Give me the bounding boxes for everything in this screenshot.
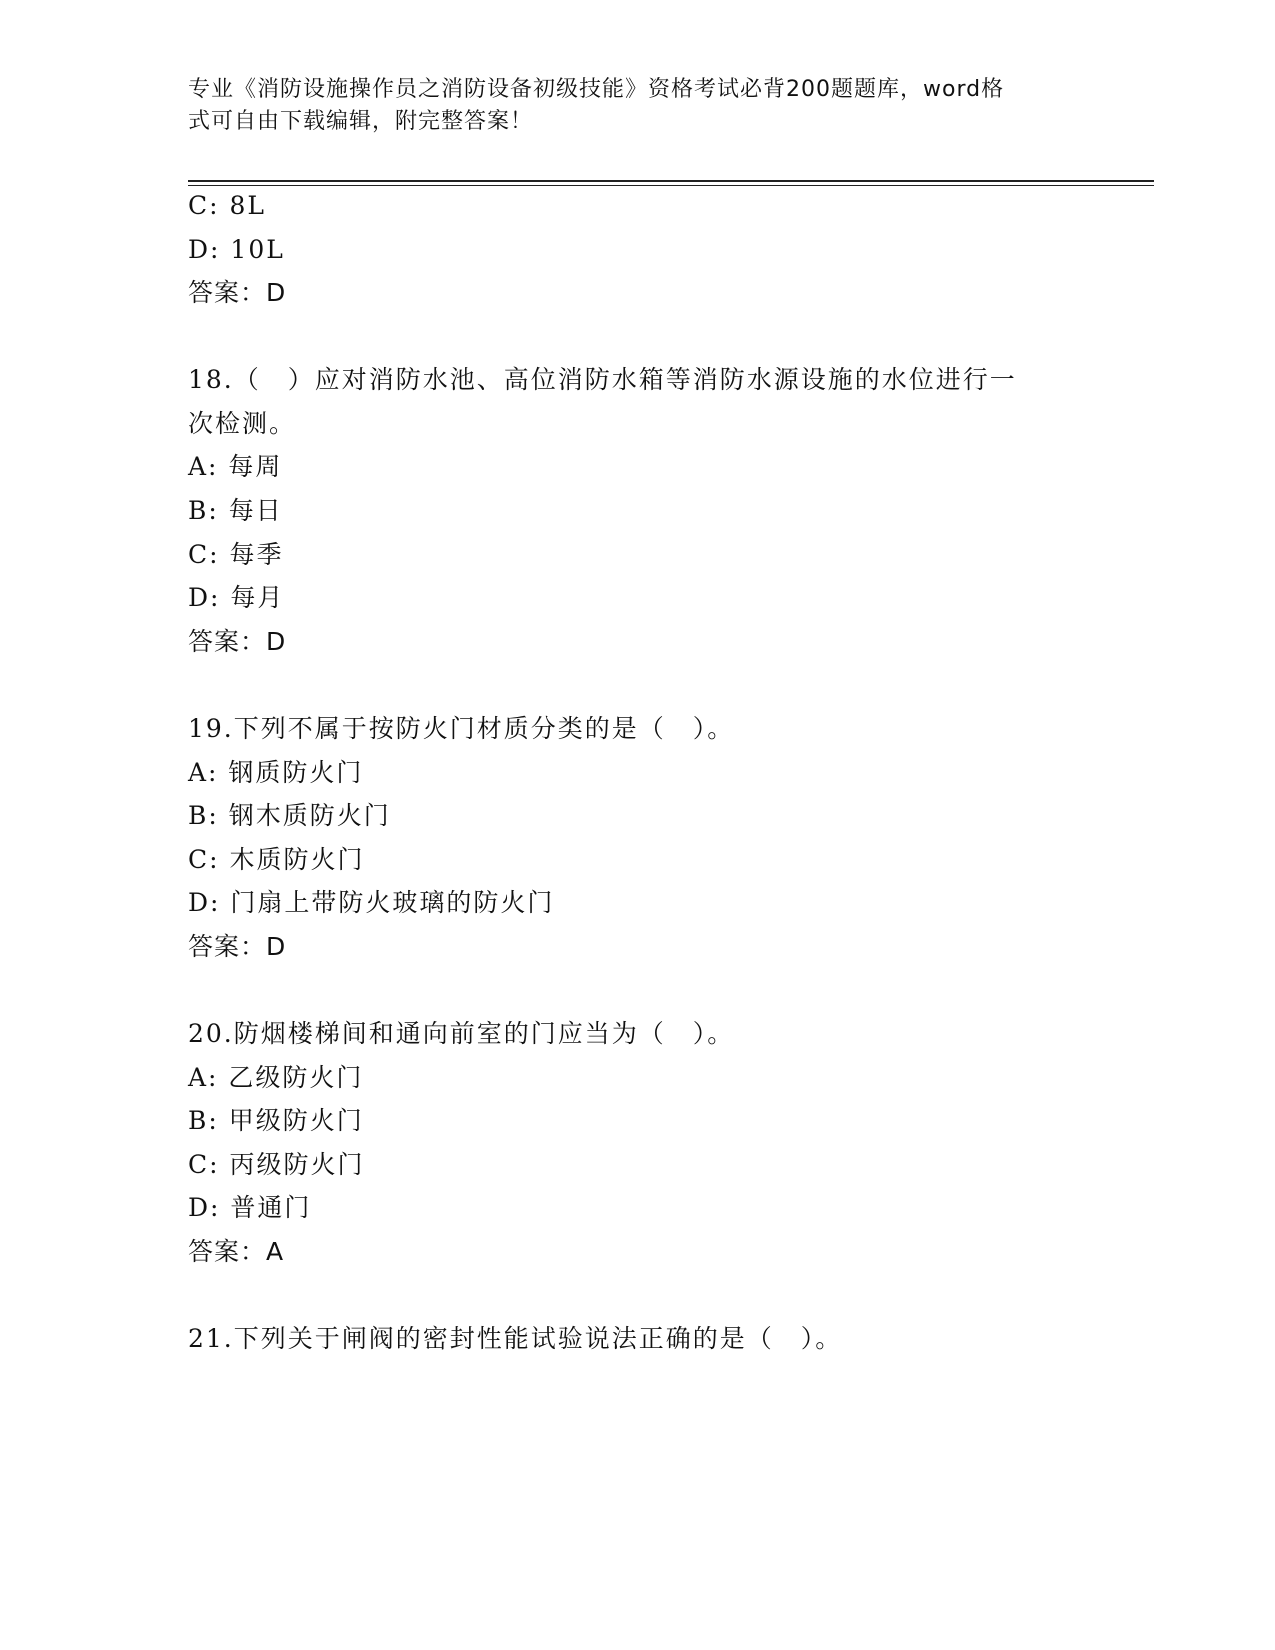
q18-stem-line-1: 18.（ ）应对消防水池、高位消防水箱等消防水源设施的水位进行一	[188, 365, 1017, 394]
q18-option-b: B: 每日	[188, 496, 283, 525]
q20-answer: 答案：A	[188, 1237, 285, 1266]
q19-option-a: A: 钢质防火门	[188, 758, 364, 787]
q19-stem-line-1: 19.下列不属于按防火门材质分类的是（ ）。	[188, 714, 735, 743]
q18-option-d: D: 每月	[188, 583, 285, 612]
q20-option-a: A: 乙级防火门	[188, 1063, 364, 1092]
q21-stem-line-1: 21.下列关于闸阀的密封性能试验说法正确的是（ ）。	[188, 1324, 843, 1353]
q19-option-c: C: 木质防火门	[188, 845, 365, 874]
prev-option-c: C: 8L	[188, 191, 267, 220]
header-divider-thin	[188, 185, 1154, 186]
q18-option-c: C: 每季	[188, 540, 284, 569]
q20-option-d: D: 普通门	[188, 1193, 312, 1222]
q18-option-a: A: 每周	[188, 452, 283, 481]
q18-answer: 答案：D	[188, 627, 287, 656]
q19-answer: 答案：D	[188, 932, 287, 961]
header-divider-thick	[188, 180, 1154, 182]
q20-option-b: B: 甲级防火门	[188, 1106, 364, 1135]
document-header	[188, 74, 1068, 138]
q20-stem-line-1: 20.防烟楼梯间和通向前室的门应当为（ ）。	[188, 1019, 735, 1048]
prev-option-d: D: 10L	[188, 235, 285, 264]
q20-option-c: C: 丙级防火门	[188, 1150, 365, 1179]
q18-stem-line-2: 次检测。	[188, 409, 297, 438]
header-title-line-2: 式可自由下载编辑，附完整答案！	[188, 109, 534, 134]
q19-option-d: D: 门扇上带防火玻璃的防火门	[188, 888, 555, 917]
q19-option-b: B: 钢木质防火门	[188, 801, 391, 830]
header-title-line-1: 专业《消防设施操作员之消防设备初级技能》资格考试必背200题题库，word格	[188, 77, 1005, 102]
prev-answer: 答案：D	[188, 278, 287, 307]
